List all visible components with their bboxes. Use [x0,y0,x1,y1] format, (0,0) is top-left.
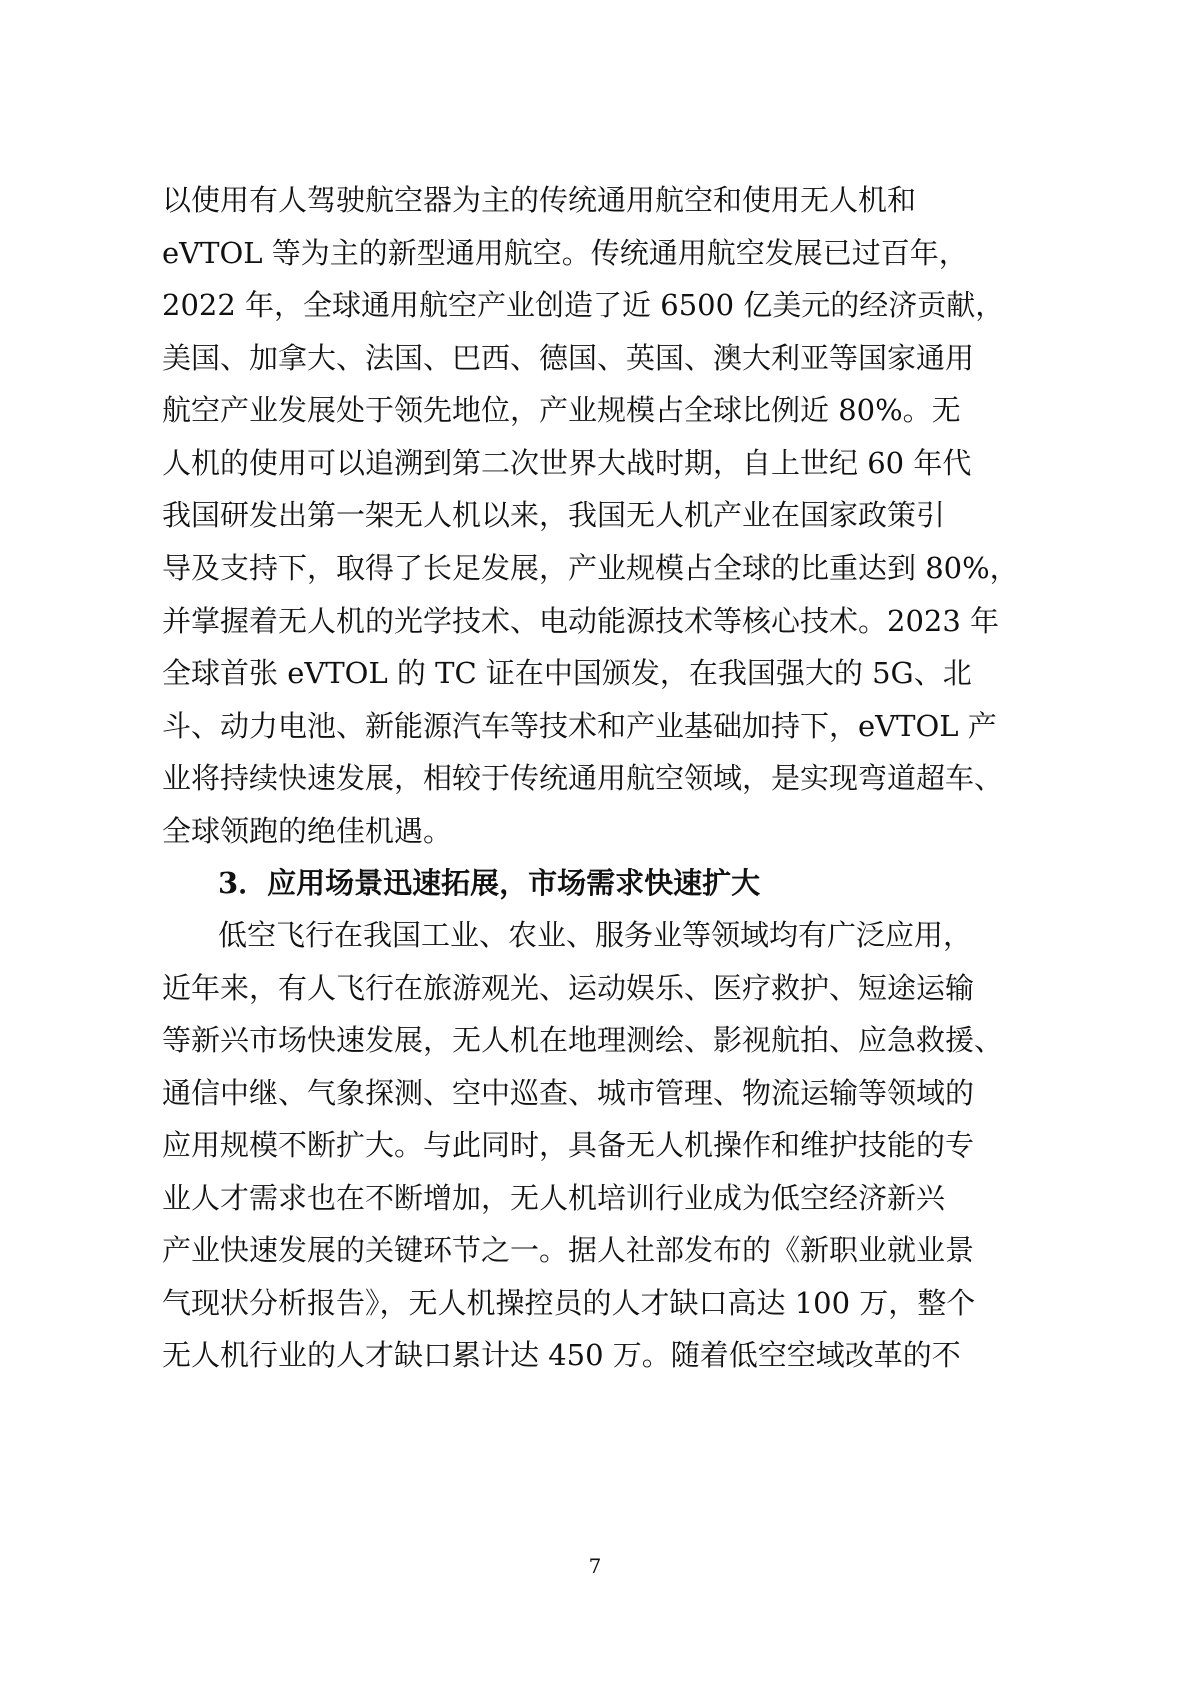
text-line: 全球领跑的绝佳机遇。 [162,814,453,848]
text-line: 无人机行业的人才缺口累计达 450 万。随着低空空域改革的不 [162,1338,961,1372]
text-line: 业人才需求也在不断增加，无人机培训行业成为低空经济新兴 [162,1181,946,1215]
text-line: 气现状分析报告》，无人机操控员的人才缺口高达 100 万，整个 [162,1286,976,1320]
text-line: 导及支持下，取得了长足发展，产业规模占全球的比重达到 80%， [162,551,1019,585]
text-line: 航空产业发展处于领先地位，产业规模占全球比例近 80%。无 [162,393,961,427]
text-line: eVTOL 等为主的新型通用航空。传统通用航空发展已过百年， [162,236,968,270]
text-line: 通信中继、气象探测、空中巡查、城市管理、物流运输等领域的 [162,1076,975,1110]
text-line: 我国研发出第一架无人机以来，我国无人机产业在国家政策引 [162,498,946,532]
text-line: 以使用有人驾驶航空器为主的传统通用航空和使用无人机和 [162,183,917,217]
text-line: 人机的使用可以追溯到第二次世界大战时期，自上世纪 60 年代 [162,446,972,480]
text-line: 全球首张 eVTOL 的 TC 证在中国颁发，在我国强大的 5G、北 [162,656,972,690]
text-line: 产业快速发展的关键环节之一。据人社部发布的《新职业就业景 [162,1233,975,1267]
text-line: 低空飞行在我国工业、农业、服务业等领域均有广泛应用， [218,918,973,952]
page-number: 7 [588,1554,602,1578]
text-line: 业将持续快速发展，相较于传统通用航空领域，是实现弯道超车、 [162,761,1004,795]
text-line: 美国、加拿大、法国、巴西、德国、英国、澳大利亚等国家通用 [162,341,975,375]
text-line: 并掌握着无人机的光学技术、电动能源技术等核心技术。2023 年 [162,604,1000,638]
text-line: 2022 年，全球通用航空产业创造了近 6500 亿美元的经济贡献， [162,288,1005,322]
text-line: 等新兴市场快速发展，无人机在地理测绘、影视航拍、应急救援、 [162,1023,1004,1057]
text-line: 应用规模不断扩大。与此同时，具备无人机操作和维护技能的专 [162,1128,975,1162]
section-heading: 3．应用场景迅速拓展，市场需求快速扩大 [218,866,761,900]
text-line: 近年来，有人飞行在旅游观光、运动娱乐、医疗救护、短途运输 [162,971,975,1005]
text-line: 斗、动力电池、新能源汽车等技术和产业基础加持下，eVTOL 产 [162,709,997,743]
